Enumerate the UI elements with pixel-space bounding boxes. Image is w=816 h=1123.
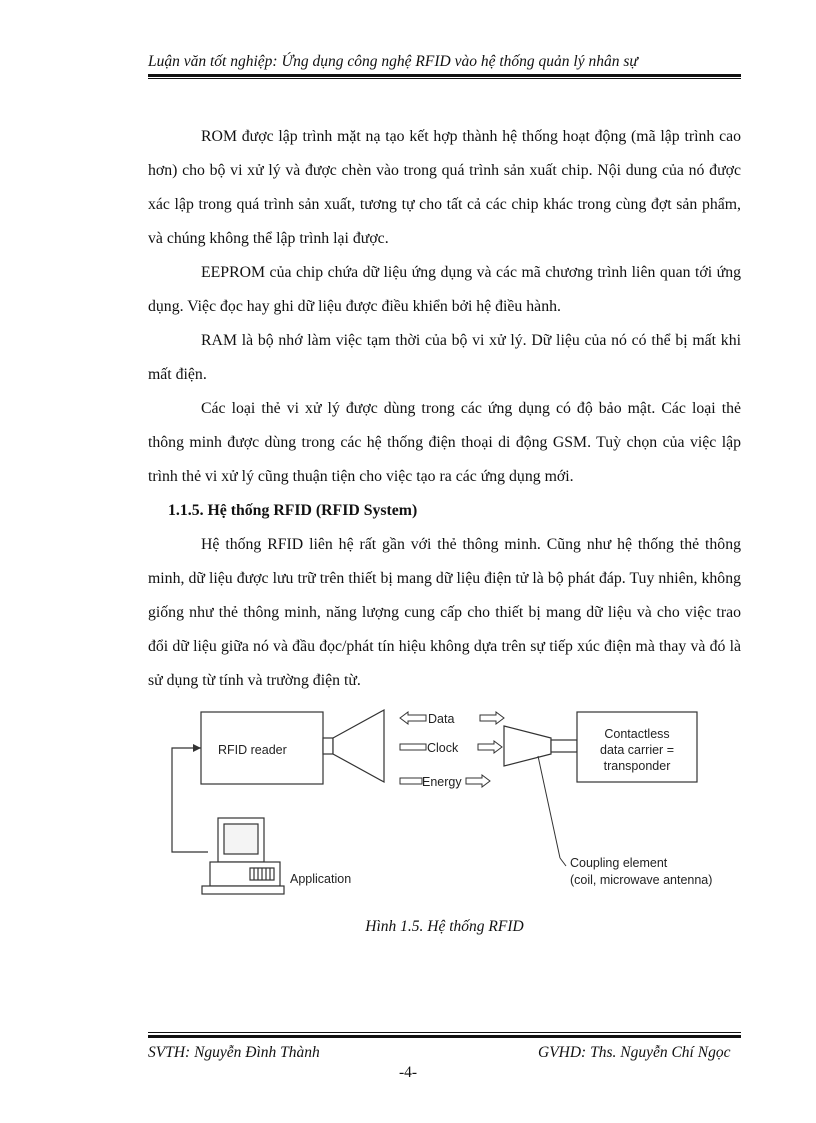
page-number: -4-: [398, 1064, 418, 1081]
rfid-system-figure: [160, 700, 740, 900]
header-rule-thick: [148, 74, 741, 77]
coupling-line1: Coupling element: [570, 856, 668, 870]
body-text: [148, 120, 741, 698]
clock-label: Clock: [427, 741, 459, 755]
carrier-line1: Contactless: [604, 727, 670, 741]
footer-rule-thin: [148, 1032, 741, 1033]
section-heading: 1.1.5. Hệ thống RFID (RFID System): [168, 502, 418, 519]
paragraph-eeprom: EEPROM của chip chứa dữ liệu ứng dụng và các mã chương trình liên quan tới ứng dụng. Việc đọc hay ghi dữ liệu được điều khiển bởi hệ điều hành.: [148, 264, 741, 315]
coupling-line2: (coil, microwave antenna): [570, 873, 713, 887]
paragraph-ram: RAM là bộ nhớ làm việc tạm thời của bộ vi xử lý. Dữ liệu của nó có thể bị mất khi mất điện.: [148, 332, 741, 383]
reader-antenna-horn: [333, 710, 384, 782]
paragraph-microprocessor-cards: Các loại thẻ vi xử lý được dùng trong các ứng dụng có độ bảo mật. Các loại thẻ thông minh được dùng trong các hệ thống điện thoại di động GSM. Tuỳ chọn của việc lập trình thẻ vi xử lý cũng thuận tiện cho việc tạo ra các ứng dụng mới.: [148, 400, 741, 485]
footer-rule-thick: [148, 1035, 741, 1038]
transponder-antenna-horn: [504, 726, 551, 766]
carrier-line3: transponder: [603, 759, 671, 773]
reader-label: RFID reader: [218, 743, 287, 757]
reader-antenna-neck: [323, 738, 333, 754]
data-label: Data: [428, 712, 455, 726]
running-header: Luận văn tốt nghiệp: Ứng dụng công nghệ RFID vào hệ thống quản lý nhân sự: [148, 53, 638, 70]
paragraph-rom: ROM được lập trình mặt nạ tạo kết hợp thành hệ thống hoạt động (mã lập trình cao hơn) cho bộ vi xử lý và được chèn vào trong quá trình sản xuất chip. Nội dung của nó được xác lập trong quá trình sản xuất, tương tự cho tất cả các chip khác trong cùng đợt sản phẩm, và chúng không thể lập trình lại được.: [148, 128, 741, 247]
carrier-line2: data carrier =: [600, 743, 674, 757]
footer-advisor: GVHD: Ths. Nguyễn Chí Ngọc: [538, 1044, 731, 1061]
transponder-antenna-neck: [551, 740, 577, 752]
header-rule-thin: [148, 78, 741, 79]
figure-caption: Hình 1.5. Hệ thống RFID: [365, 918, 524, 935]
energy-label: Energy: [422, 775, 462, 789]
coupling-leader-line: [538, 756, 560, 858]
app-connector-arrowhead: [193, 744, 201, 752]
paragraph-rfid-system: Hệ thống RFID liên hệ rất gần với thẻ thông minh. Cũng như hệ thống thẻ thông minh, dữ liệu được lưu trữ trên thiết bị mang dữ liệu điện tử là bộ phát đáp. Tuy nhiên, không giống như thẻ thông minh, năng lượng cung cấp cho thiết bị mang dữ liệu và cho việc trao đổi dữ liệu giữa nó và đầu đọc/phát tín hiệu không dựa trên sự tiếp xúc điện mà thay và đó là sử dụng từ tính và trường điện từ.: [148, 536, 741, 689]
rfid-diagram: [160, 700, 740, 900]
application-label: Application: [290, 872, 352, 886]
footer-student: SVTH: Nguyễn Đình Thành: [148, 1044, 320, 1061]
computer-icon: [202, 818, 284, 894]
